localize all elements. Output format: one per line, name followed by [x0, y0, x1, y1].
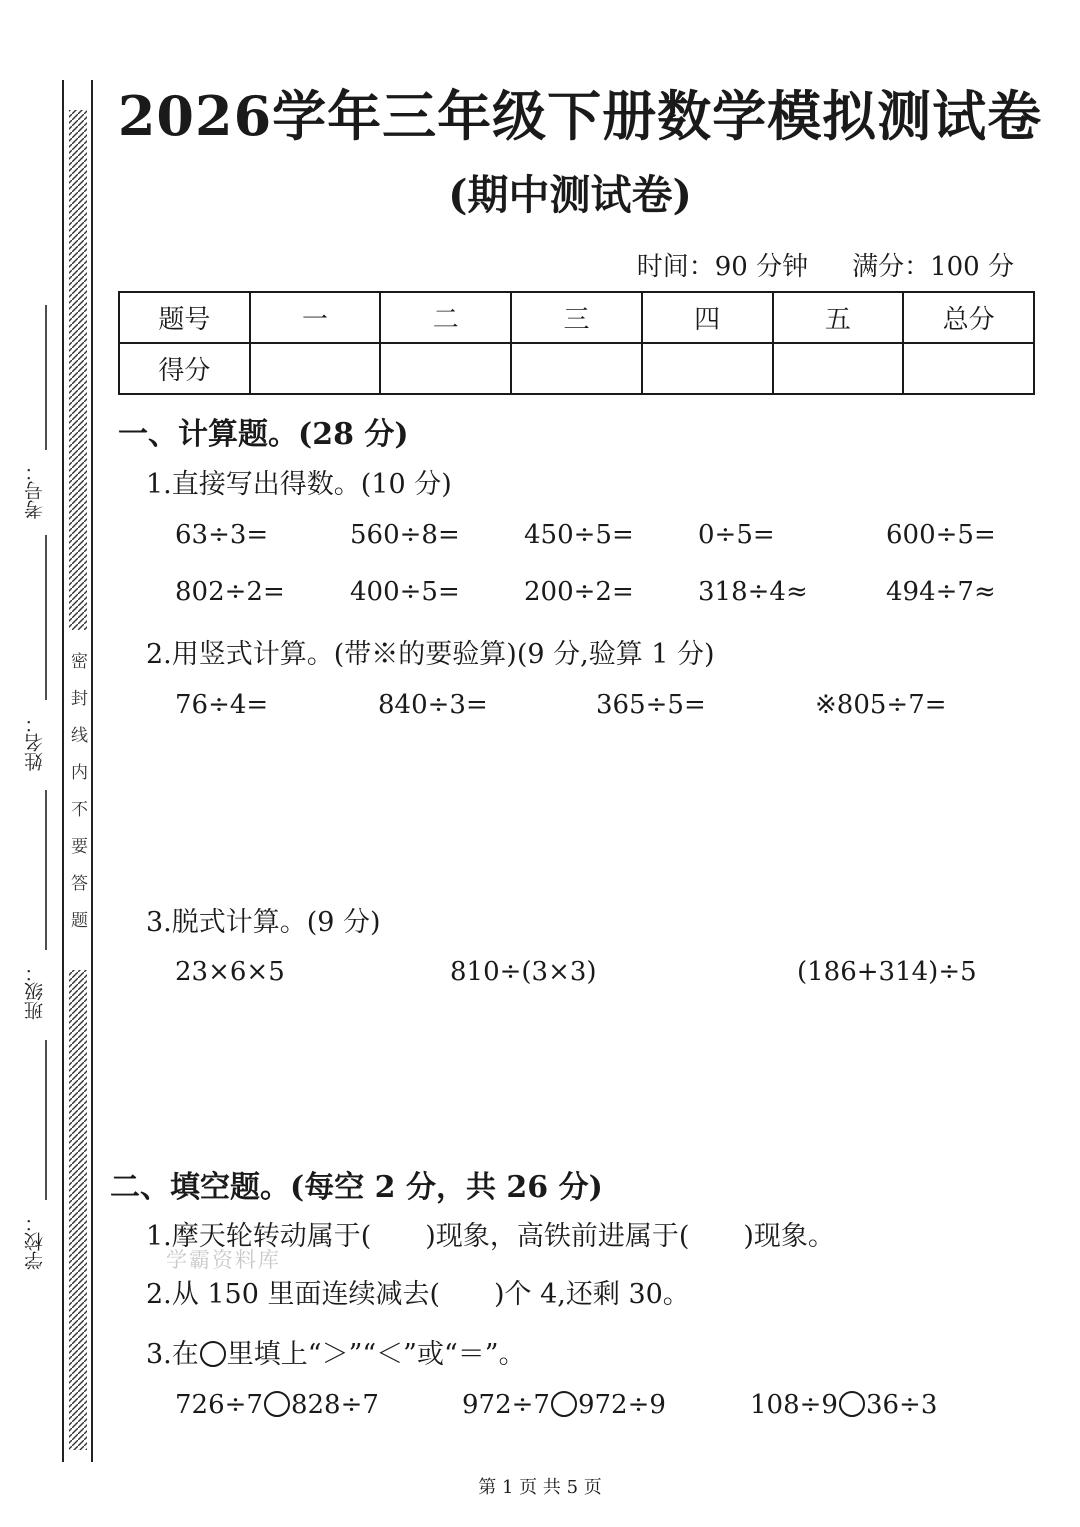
page-footer: 第 1 页 共 5 页 [478, 1477, 602, 1498]
margin-field-class: 班级： [24, 963, 46, 1020]
expression: 802÷2= [175, 577, 285, 607]
score-cell[interactable] [642, 343, 773, 394]
comparison-left: 108÷9 [750, 1390, 838, 1420]
score-table-header-cell: 题号 [119, 292, 250, 343]
expression: 200÷2= [524, 577, 634, 607]
score-table-header-cell: 三 [511, 292, 642, 343]
score-table [118, 291, 1035, 395]
expression: 400÷5= [350, 577, 460, 607]
section-1-heading: 一、计算题。(28 分) [118, 417, 409, 452]
score-cell[interactable] [380, 343, 511, 394]
expression: 494÷7≈ [886, 577, 996, 607]
score-cell[interactable] [511, 343, 642, 394]
question-1-2-label: 2.用竖式计算。(带※的要验算)(9 分,验算 1 分) [146, 639, 715, 670]
expression: ※805÷7= [815, 690, 947, 720]
score-table-score-row [119, 343, 1034, 394]
page-title: 2026学年三年级下册数学模拟测试卷 [117, 84, 1043, 148]
comparison-left: 726÷7 [175, 1390, 263, 1420]
compare-blank-circle[interactable] [839, 1391, 865, 1417]
score-table-header-cell: 四 [642, 292, 773, 343]
margin-field-name: 姓名： [24, 714, 46, 771]
comparison-item [462, 1390, 666, 1420]
expression: 840÷3= [378, 690, 488, 720]
compare-blank-circle[interactable] [551, 1391, 577, 1417]
expression: 318÷4≈ [698, 577, 808, 607]
question-2-1: 1.摩天轮转动属于( )现象，高铁前进属于( )现象。 [146, 1221, 835, 1252]
score-table-header-cell: 五 [773, 292, 904, 343]
compare-blank-circle[interactable] [264, 1391, 290, 1417]
comparison-item [175, 1390, 379, 1420]
score-table-row-label: 得分 [119, 343, 250, 394]
margin-field-school: 学校： [24, 1213, 46, 1270]
exam-time: 时间：90 分钟 [636, 252, 809, 282]
expression: 600÷5= [886, 520, 996, 550]
comparison-right: 36÷3 [865, 1390, 938, 1420]
question-2-3-prefix: 3.在 [146, 1339, 199, 1370]
expression: 23×6×5 [175, 957, 285, 987]
question-2-3-suffix: 里填上“＞”“＜”或“＝”。 [226, 1339, 526, 1370]
watermark: 学霸资料库 [166, 1248, 281, 1272]
expression: 365÷5= [596, 690, 706, 720]
score-cell[interactable] [250, 343, 381, 394]
expression: 560÷8= [350, 520, 460, 550]
section-2-heading: 二、填空题。(每空 2 分，共 26 分) [110, 1170, 603, 1205]
comparison-right: 828÷7 [290, 1390, 379, 1420]
comparison-right: 972÷9 [577, 1390, 666, 1420]
score-table-header-cell: 一 [250, 292, 381, 343]
expression: 0÷5= [698, 520, 775, 550]
seal-line-notice: 密封线内不要答题 [65, 630, 89, 970]
question-2-2: 2.从 150 里面连续减去( )个 4,还剩 30。 [146, 1279, 690, 1310]
score-table-header-cell: 二 [380, 292, 511, 343]
question-2-3-label [146, 1332, 526, 1371]
question-1-3-label: 3.脱式计算。(9 分) [146, 907, 381, 938]
exam-info [637, 246, 1014, 283]
expression: 76÷4= [175, 690, 269, 720]
score-cell[interactable] [773, 343, 904, 394]
score-cell[interactable] [903, 343, 1034, 394]
expression: 63÷3= [175, 520, 269, 550]
expression: 450÷5= [524, 520, 634, 550]
exam-full-score: 满分：100 分 [852, 252, 1014, 282]
question-1-1-label: 1.直接写出得数。(10 分) [146, 469, 452, 500]
comparison-item [750, 1390, 937, 1420]
expression: (186+314)÷5 [797, 957, 977, 987]
score-table-header-row [119, 292, 1034, 343]
score-table-header-cell: 总分 [903, 292, 1034, 343]
comparison-left: 972÷7 [462, 1390, 550, 1420]
compare-circle-icon [200, 1341, 226, 1367]
page-subtitle: (期中测试卷) [448, 171, 692, 219]
expression: 810÷(3×3) [450, 957, 597, 987]
margin-field-exam-number: 考号： [24, 462, 46, 519]
